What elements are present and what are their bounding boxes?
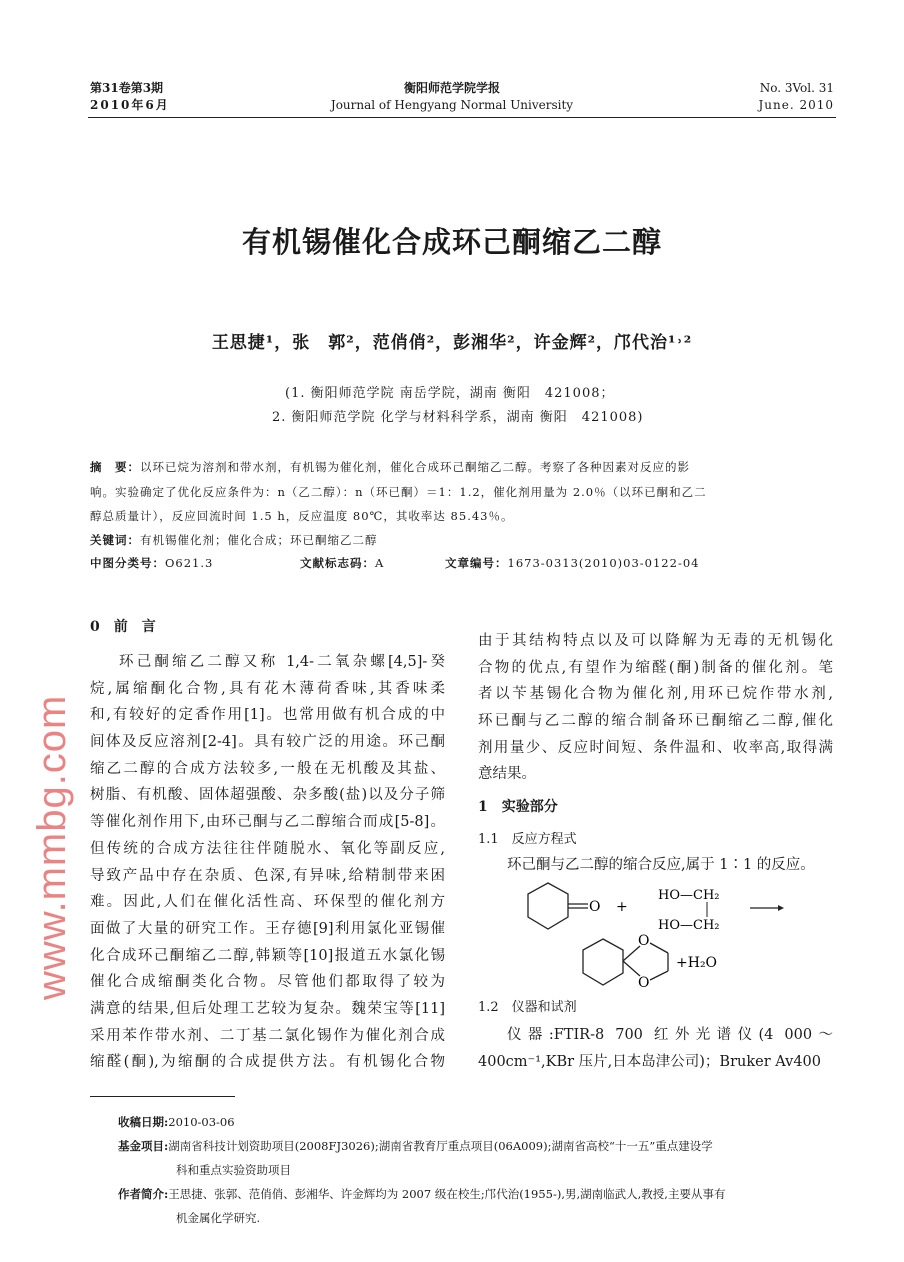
clc-value: O621.3 xyxy=(165,556,214,570)
received-date: 2010-03-06 xyxy=(168,1115,235,1129)
text-line: 烷,属缩酮化合物,具有花木薄荷香味,其香味柔 xyxy=(90,680,445,697)
text-line: 导致产品中存在杂质、色深,有异味,给精制带来困 xyxy=(90,867,445,884)
right-column xyxy=(478,628,833,1075)
text-line: 间体及反应溶剂[2-4]。具有较广泛的用途。环己酮 xyxy=(90,734,445,751)
cyclohexanone-ring xyxy=(528,883,568,929)
text-line: 面做了大量的研究工作。王存德[9]利用氯化亚锡催 xyxy=(90,920,445,937)
subsection-reaction: 1.1 反应方程式 xyxy=(478,832,577,848)
abstract-line: 以环已烷为溶剂和带水剂，有机锡为催化剂，催化合成环己酮缩乙二醇。考察了各种因素对反应的影 xyxy=(140,460,690,474)
text-line: 难。因此,人们在催化活性高、环保型的催化剂方 xyxy=(90,894,445,911)
text-line: 催化合成缩酮类化合物。尽管他们都取得了较为 xyxy=(90,974,445,991)
text-line: 400cm⁻¹,KBr 压片,日本岛津公司)；Bruker Av400 xyxy=(478,1053,822,1070)
footnote-rule xyxy=(90,1096,235,1097)
ring-oxygen: O xyxy=(638,974,650,991)
author-bio: 王思捷、张郭、范俏俏、彭湘华、许金辉均为 2007 级在校生;邝代治(1955-),男,湖南临武人,教授,主要从事有 xyxy=(168,1187,726,1201)
glycol-top: HO—CH₂ xyxy=(658,887,720,903)
text-line: 由于其结构特点以及可以降解为无毒的无机锡化 xyxy=(478,633,833,649)
fund-label: 基金项目: xyxy=(118,1139,169,1153)
text-line: 化合成环己酮缩乙二醇,韩颖等[10]报道五水氯化锡 xyxy=(90,947,445,964)
received-label: 收稿日期: xyxy=(118,1115,169,1129)
ring-oxygen: O xyxy=(638,932,650,949)
author-bio-cont: 机金属化学研究. xyxy=(176,1211,261,1225)
section-heading-intro: 0 前 言 xyxy=(90,619,156,635)
text-line: 但传统的合成方法往往伴随脱水、氧化等副反应, xyxy=(90,840,445,857)
journal-en: Journal of Hengyang Normal University xyxy=(330,98,574,112)
text-line: 剂用量少、反应时间短、条件温和、收率高,取得满 xyxy=(478,739,833,756)
abstract-line: 响。实验确定了优化反应条件为：n（乙二醇）：n（环已酮）＝1：1.2，催化剂用量为 2.0％（以环已酮和乙二 xyxy=(90,485,707,499)
affiliation-2: 2. 衡阳师范学院 化学与材料科学系，湖南 衡阳 421008) xyxy=(272,410,644,425)
doc-code-label: 文献标志码： xyxy=(300,556,375,570)
water-product: +H₂O xyxy=(676,954,718,971)
subsection-instruments: 1.2 仪器和试剂 xyxy=(478,999,577,1015)
fund-text: 湖南省科技计划资助项目(2008FJ3026);湖南省教育厅重点项目(06A009);湖南省高校“十一五”重点建设学 xyxy=(168,1139,713,1153)
date-en: June. 2010 xyxy=(758,98,834,112)
keywords: 有机锡催化剂；催化合成；环已酮缩乙二醇 xyxy=(140,533,378,547)
text-line: 采用苯作带水剂、二丁基二氯化锡作为催化剂合成 xyxy=(90,1027,445,1044)
text-line: 和,有较好的定香作用[1]。也常用做有机合成的中 xyxy=(90,707,445,724)
text-line: 环已酮与乙二醇的缩合制备环已酮缩乙二醇,催化 xyxy=(478,713,833,730)
plus-sign: + xyxy=(616,898,628,915)
text-line: 者以苄基锡化合物为催化剂,用环已烷作带水剂, xyxy=(478,686,833,703)
journal-cn: 衡阳师范学院学报 xyxy=(403,81,500,95)
volume-issue: 第31卷第3期 xyxy=(90,81,164,95)
issue-number: No. 3Vol. 31 xyxy=(759,81,834,95)
article-no-label: 文章编号： xyxy=(445,556,508,570)
fund-text-cont: 科和重点实验资助项目 xyxy=(176,1163,291,1177)
section-heading-experiment: 1 实验部分 xyxy=(478,799,558,816)
abstract-line: 醇总质量计），反应回流时间 1.5 h，反应温度 80℃，其收率达 85.43％。 xyxy=(90,509,514,523)
author-bio-label: 作者简介: xyxy=(118,1187,169,1201)
date-cn: 2010年6月 xyxy=(90,98,170,112)
page-title: 有机锡催化合成环己酮缩乙二醇 xyxy=(241,225,662,259)
text-line: 环己酮缩乙二醇又称 1,4-二氧杂螺[4,5]-癸 xyxy=(119,654,445,670)
keywords-label: 关键词： xyxy=(90,533,140,547)
text-line: 合物的优点,有望作为缩醛(酮)制备的催化剂。笔 xyxy=(478,659,833,676)
article-no: 1673-0313(2010)03-0122-04 xyxy=(507,556,700,570)
abstract-label: 摘 要： xyxy=(90,460,140,474)
clc-label: 中图分类号： xyxy=(90,556,165,570)
left-column xyxy=(90,615,445,1076)
glycol-bottom: HO—CH₂ xyxy=(658,917,720,933)
watermark: www.mmbg.com xyxy=(30,694,74,1000)
text-line: 满意的结果,但后处理工艺较为复杂。魏荣宝等[11] xyxy=(90,1000,445,1017)
text-line: 树脂、有机酸、固体超强酸、杂多酸(盐)以及分子筛 xyxy=(90,787,445,804)
affiliation-1: (1. 衡阳师范学院 南岳学院，湖南 衡阳 421008； xyxy=(285,386,615,401)
reaction-text: 环己酮与乙二醇的缩合反应,属于 1∶1 的反应。 xyxy=(507,857,815,874)
authors: 王思捷¹，张 郭²，范俏俏²，彭湘华²，许金辉²，邝代治¹˒² xyxy=(211,333,693,353)
spiroketal-ring xyxy=(583,939,623,985)
doc-code: A xyxy=(375,556,385,570)
text-line: 仪器:FTIR-8 700 红外光谱仪(4 000～ xyxy=(507,1026,833,1043)
carbonyl-o: O xyxy=(589,898,601,915)
text-line: 缩醛(酮),为缩酮的合成提供方法。有机锡化合物 xyxy=(90,1054,445,1071)
text-line: 等催化剂作用下,由环己酮与乙二醇缩合而成[5-8]。 xyxy=(90,814,445,831)
reaction-scheme xyxy=(478,879,833,994)
text-line: 意结果。 xyxy=(478,766,536,783)
text-line: 缩乙二醇的合成方法较多,一般在无机酸及其盐、 xyxy=(90,760,445,777)
header-rule xyxy=(88,117,836,118)
